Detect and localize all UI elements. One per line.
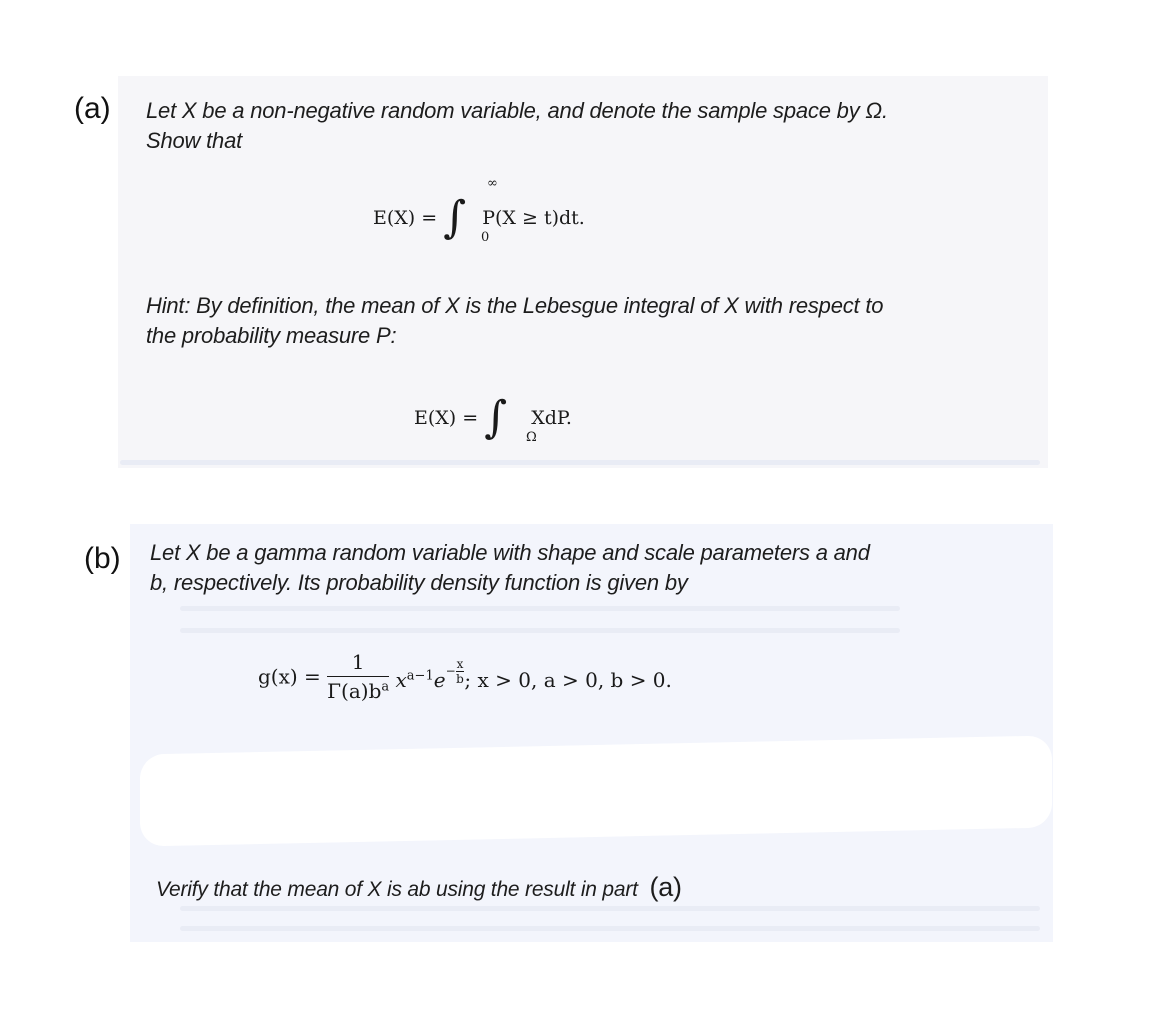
- equation1-integrand: P(X ≥ t)dt.: [482, 207, 585, 229]
- integral-sign: ∫: [443, 192, 467, 243]
- pdf-denominator-exp: a: [381, 679, 390, 695]
- pdf-lhs: g(x) =: [258, 664, 321, 689]
- equation-gamma-pdf: [258, 650, 672, 703]
- part-b-statement-line2: b, respectively. Its probability density function is given by: [150, 570, 688, 595]
- faint-line: [180, 606, 900, 611]
- pdf-rhs: [395, 657, 672, 692]
- part-b-statement-line1: Let X be a gamma random variable with shape and scale parameters a and: [150, 540, 870, 565]
- equation1-lhs: E(X) =: [373, 207, 438, 229]
- equation2-lhs: E(X) =: [414, 407, 479, 429]
- faint-line: [180, 906, 1040, 911]
- equation1-upper-limit: ∞: [487, 176, 498, 191]
- pdf-e-term: e: [433, 667, 446, 692]
- part-a-hint-line1: Hint: By definition, the mean of X is the Lebesgue integral of X with respect to: [146, 293, 884, 318]
- equation1-lower-limit: 0: [481, 230, 490, 245]
- verify-text: Verify that the mean of X is ab using the result in part: [156, 878, 638, 901]
- part-a-label: (a): [74, 92, 111, 125]
- erased-region: [140, 735, 1052, 846]
- part-a-hint-line2: the probability measure P:: [146, 323, 397, 348]
- faint-line: [120, 460, 1040, 465]
- part-a-statement: [146, 96, 888, 156]
- pdf-fraction: [327, 650, 389, 703]
- pdf-x-exp: a−1: [406, 668, 434, 684]
- part-b-label: (b): [84, 542, 121, 575]
- pdf-e-exp-den: b: [456, 672, 464, 687]
- pdf-x-term: x: [395, 667, 407, 692]
- pdf-conditions: ; x > 0, a > 0, b > 0.: [464, 667, 672, 692]
- part-b-verify: [156, 872, 682, 905]
- pdf-numerator: 1: [327, 650, 389, 677]
- part-a-hint: [146, 291, 883, 351]
- pdf-e-exp: [446, 657, 465, 686]
- equation2-integrand: XdP.: [531, 407, 572, 429]
- equation-tail-sum: [373, 176, 585, 245]
- pdf-denominator-base: Γ(a)b: [327, 679, 382, 703]
- pdf-denominator: [327, 677, 389, 703]
- pdf-e-exp-num: x: [456, 657, 464, 672]
- part-b-statement: [150, 538, 870, 598]
- verify-ref: (a): [649, 872, 682, 902]
- integral-sign: ∫: [484, 392, 508, 443]
- part-a-statement-line1: Let X be a non-negative random variable, and denote the sample space by Ω.: [146, 98, 888, 123]
- faint-line: [180, 628, 900, 633]
- faint-line: [180, 926, 1040, 931]
- pdf-e-exp-sign: −: [445, 664, 456, 679]
- pdf-e-exp-fraction: [456, 657, 465, 686]
- part-a-statement-line2: Show that: [146, 128, 243, 153]
- equation2-lower-limit: Ω: [526, 430, 537, 445]
- equation-lebesgue-mean: [414, 384, 572, 445]
